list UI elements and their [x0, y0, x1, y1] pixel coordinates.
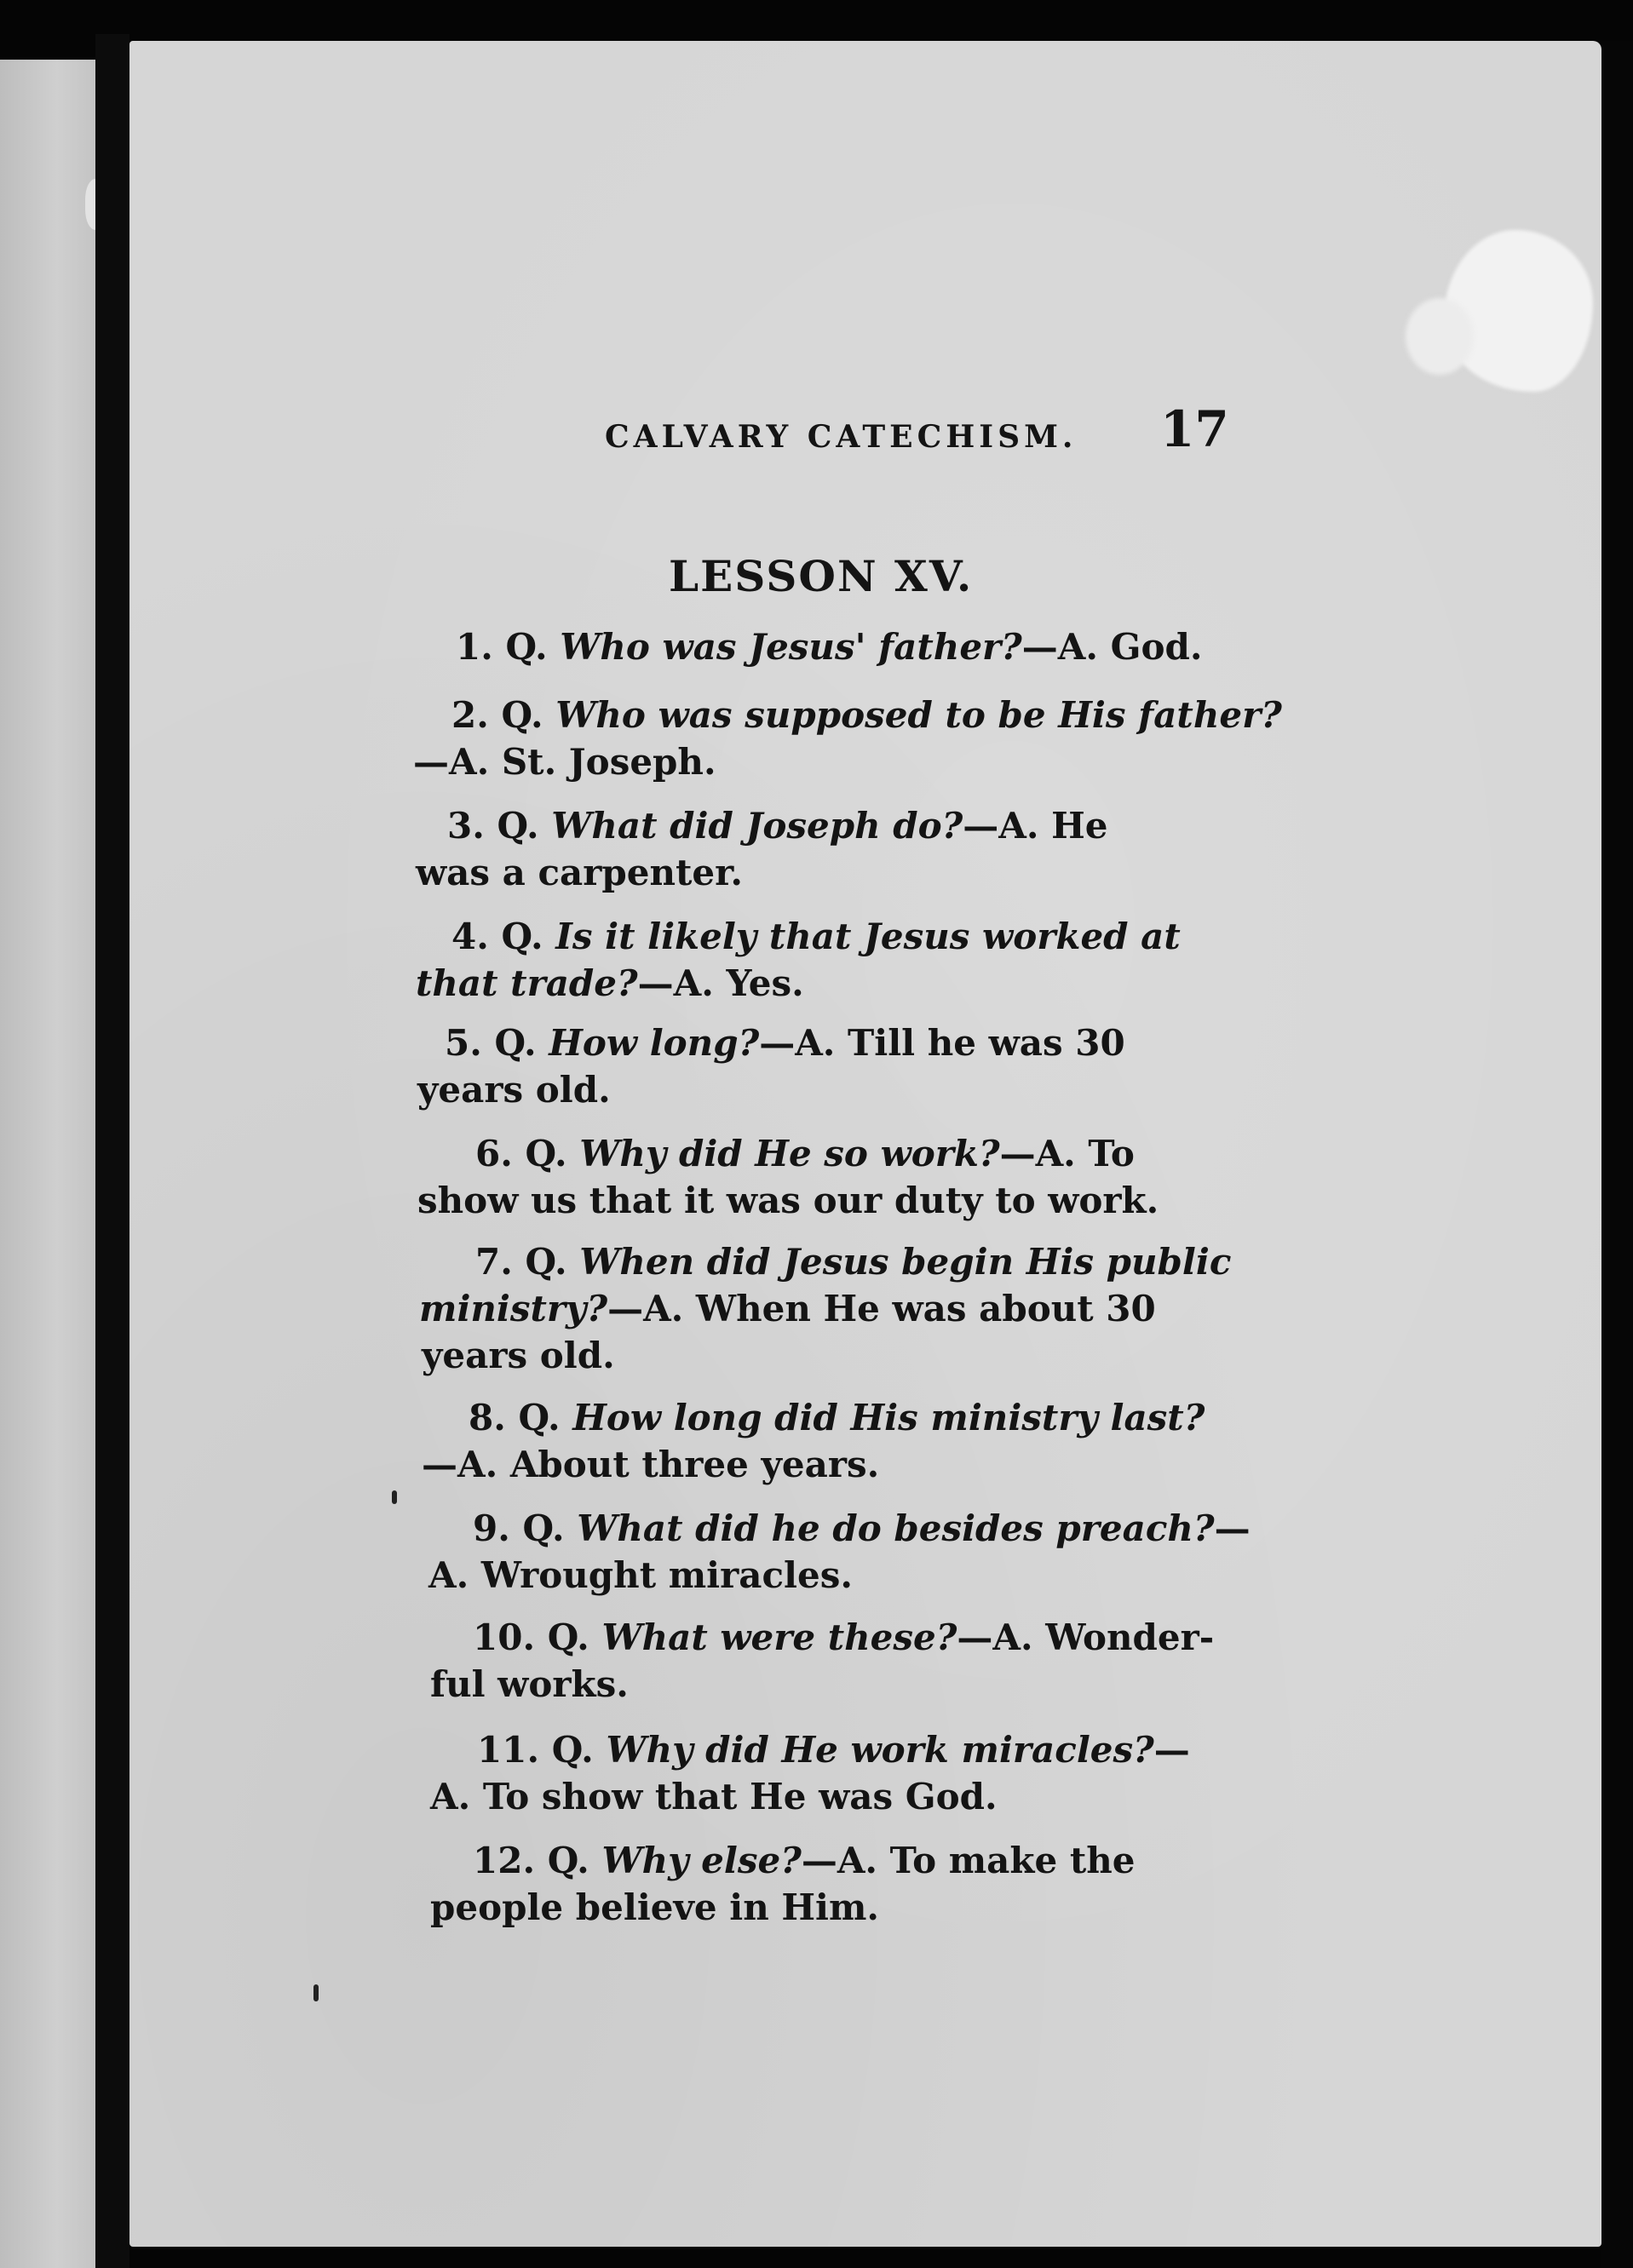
question-number: 4. Q.	[451, 916, 543, 957]
binding-gutter	[95, 34, 129, 2268]
question-text: How long?	[549, 1022, 760, 1064]
question-number: 8. Q.	[469, 1397, 561, 1438]
question-text: that trade?	[416, 962, 638, 1004]
catechism-line	[451, 916, 1181, 957]
question-number: 1. Q.	[456, 626, 548, 668]
question-text: What did Joseph do?	[551, 805, 963, 847]
question-number: 11. Q.	[477, 1729, 594, 1771]
question-number: 6. Q.	[475, 1133, 567, 1174]
ink-speck	[313, 1984, 319, 2001]
answer-text: —A. Yes.	[637, 962, 804, 1004]
answer-text: —	[1153, 1729, 1190, 1771]
question-number: 3. Q.	[447, 805, 539, 847]
running-title: CALVARY CATECHISM.	[605, 419, 1078, 455]
question-text: Why did He work miracles?	[606, 1729, 1154, 1771]
answer-text: —A. St. Joseph.	[413, 741, 716, 783]
catechism-line	[417, 1069, 611, 1111]
question-text: Who was supposed to be His father?	[555, 694, 1282, 736]
answer-text: —	[1214, 1507, 1251, 1549]
catechism-line	[430, 1663, 629, 1705]
catechism-line	[422, 1444, 879, 1485]
catechism-line	[430, 1776, 998, 1817]
catechism-line	[475, 1241, 1231, 1283]
question-text: How long did His ministry last?	[572, 1397, 1205, 1438]
question-number: 12. Q.	[473, 1840, 589, 1881]
catechism-line	[473, 1507, 1251, 1549]
catechism-line	[451, 694, 1282, 736]
question-text: Why did He so work?	[579, 1133, 1000, 1174]
paper-stain-small	[1406, 298, 1474, 375]
facing-page-edge	[0, 60, 95, 2268]
answer-text: ful works.	[430, 1663, 629, 1705]
catechism-line	[430, 1886, 879, 1928]
catechism-line	[469, 1397, 1205, 1438]
question-text: What did he do besides preach?	[577, 1507, 1215, 1549]
page-number: 17	[1160, 400, 1229, 458]
catechism-line	[445, 1022, 1125, 1064]
catechism-line	[428, 1554, 853, 1596]
question-number: 7. Q.	[475, 1241, 567, 1283]
answer-text: —A. To	[999, 1133, 1135, 1174]
answer-text: —A. To make the	[801, 1840, 1136, 1881]
question-text: When did Jesus begin His public	[579, 1241, 1232, 1283]
question-text: Is it likely that Jesus worked at	[555, 916, 1181, 957]
lesson-title: LESSON XV.	[669, 551, 974, 601]
answer-text: A. To show that He was God.	[430, 1776, 998, 1817]
question-number: 10. Q.	[473, 1616, 589, 1658]
answer-text: —A. God.	[1021, 626, 1203, 668]
answer-text: show us that it was our duty to work.	[417, 1180, 1159, 1221]
catechism-line	[475, 1133, 1135, 1174]
page-edge-shadow	[1601, 41, 1633, 2268]
ink-speck	[392, 1490, 397, 1504]
answer-text: years old.	[417, 1069, 611, 1111]
answer-text: years old.	[422, 1335, 615, 1376]
question-text: Who was Jesus' father?	[560, 626, 1022, 668]
paper-stain	[1444, 230, 1593, 392]
catechism-line	[422, 1335, 615, 1376]
answer-text: —A. Till he was 30	[759, 1022, 1125, 1064]
question-text: Why else?	[601, 1840, 802, 1881]
answer-text: —A. When He was about 30	[607, 1288, 1156, 1329]
catechism-line	[416, 852, 743, 893]
question-text: ministry?	[419, 1288, 608, 1329]
answer-text: —A. He	[963, 805, 1108, 847]
catechism-line	[473, 1616, 1214, 1658]
answer-text: A. Wrought miracles.	[428, 1554, 853, 1596]
answer-text: people believe in Him.	[430, 1886, 880, 1928]
catechism-line	[416, 962, 804, 1004]
catechism-line	[417, 1180, 1159, 1221]
answer-text: —A. Wonder-	[957, 1616, 1215, 1658]
answer-text: was a carpenter.	[416, 852, 744, 893]
question-number: 5. Q.	[445, 1022, 537, 1064]
question-number: 9. Q.	[473, 1507, 565, 1549]
question-number: 2. Q.	[451, 694, 543, 736]
catechism-line	[447, 805, 1108, 847]
catechism-line	[413, 741, 716, 783]
answer-text: —A. About three years.	[422, 1444, 880, 1485]
catechism-line	[473, 1840, 1136, 1881]
catechism-line	[456, 626, 1202, 668]
question-text: What were these?	[601, 1616, 957, 1658]
catechism-line	[477, 1729, 1190, 1771]
catechism-line	[419, 1288, 1156, 1329]
